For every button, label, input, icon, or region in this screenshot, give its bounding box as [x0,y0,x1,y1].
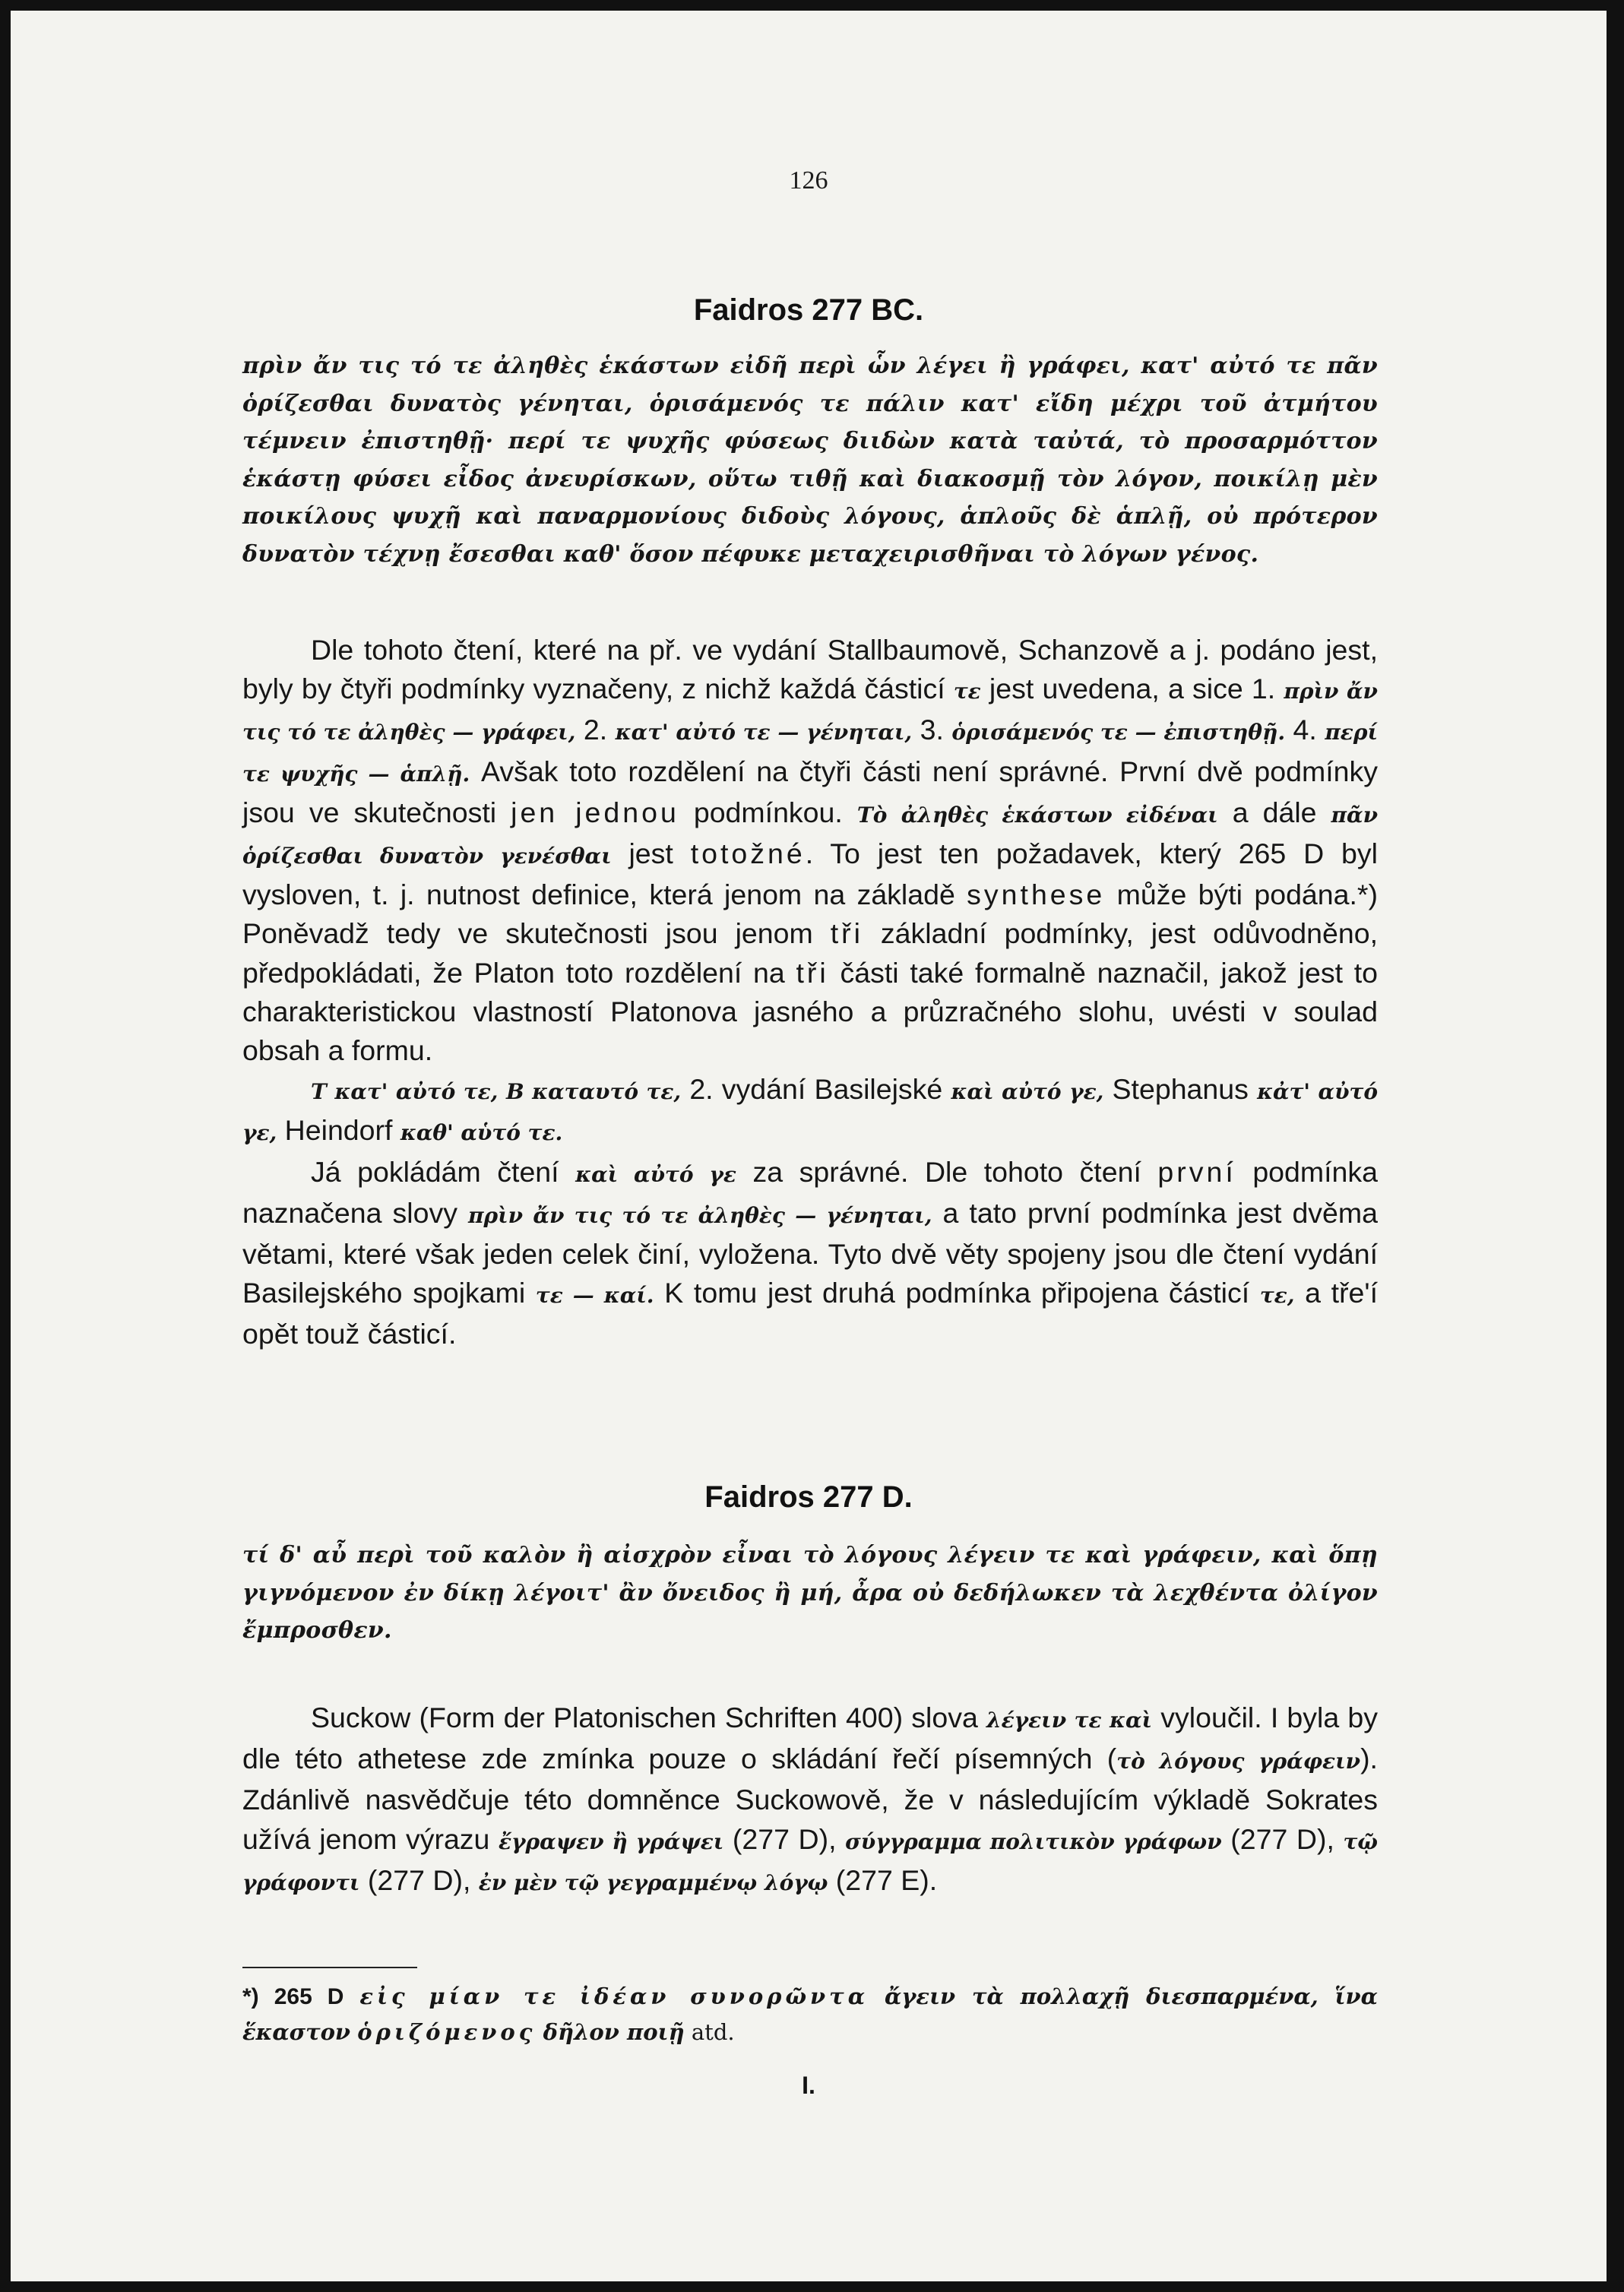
text: Já pokládám čtení [311,1155,576,1188]
paragraph-reading-analysis [242,631,1378,1070]
greek-term: τε [953,679,981,704]
text: . To jest ten požadavek, který 265 D byl vysloven, t. j. nutnost definice, která jenom na základě [242,837,1378,911]
text: atd. [691,2019,735,2045]
text: (277 D), [359,1863,479,1896]
text: K tomu jest druhá podmínka připojena částicí [654,1277,1260,1309]
section-heading-277bc: Faidros 277 BC. [693,293,924,327]
greek-quote-text: πρὶν ἄν τις τό τε ἀληθὲς ἑκάστων εἰδῆ περὶ ὧν λέγει ἢ γράφει, κατ' αὐτό τε πᾶν ὁρίζεσθαι δυνατὸς γένηται, ὁρισάμενός τε πάλιν κατ' εἴδη μέχρι τοῦ ἀτμήτου τέμνειν ἐπιστηθῇ· περί τε ψυχῆς φύσεως διιδὼν κατὰ ταὐτά, τὸ προσαρμόττον ἑκάστῃ φύσει εἶδος ἀνευρίσκων, οὕτω τιθῇ καὶ διακοσμῇ τὸν λόγον, ποικίλῃ μὲν ποικίλους ψυχῇ καὶ παναρμονίους διδοὺς λόγους, ἁπλοῦς δὲ ἁπλῇ, οὐ πρότερον δυνατὸν τέχνῃ ἔσεσθαι καθ' ὅσον πέφυκε μεταχειρισθῆναι τὸ λόγων γένος. [242,353,1378,568]
text: Stephanus [1103,1073,1258,1106]
paragraph-preferred-reading [242,1153,1378,1354]
footnote-label: *) 265 D [242,1984,344,2009]
text: jest uvedena, a sice 1. [980,673,1284,705]
text: (277 E). [828,1863,938,1896]
text: a tře'í opět touž částicí. [242,1277,1378,1350]
text: Avšak toto rozdělení na čtyři části není správné. První dvě podmínky jsou ve skutečnosti [242,755,1379,828]
greek-term: πρὶν ἄν τις τό τε ἀληθὲς — γράφει, [242,679,1378,746]
text: 3. [912,714,952,746]
text: podmínka naznačena slovy [242,1155,1379,1229]
text: části také formalně naznačil, jakož jest to charakteristickou vlastností Platonova jasného a průzračného slohu, uvésti v soulad obsah a formu. [242,956,1378,1067]
spaced-emphasis: tři [796,956,829,989]
text: vyloučil. I byla by dle této athetese zde zmínka pouze o skládání řečí písemných ( [242,1702,1378,1775]
spaced-emphasis: ὁριζόμενος [357,2019,537,2045]
greek-term: ἔγραψεν ἢ γράψει [499,1828,724,1854]
text: Suckow (Form der Platonischen Schriften 400) slova [311,1702,987,1733]
greek-term: τε — καί. [535,1283,654,1309]
document-page [11,11,1607,2281]
text: základní podmínky, jest odůvodněno, předpokládati, že Platon toto rozdělení na [242,917,1378,989]
spaced-emphasis: synthese [967,878,1106,911]
text: a dále [1217,796,1331,828]
text: 2. [575,714,616,746]
footnote [242,1979,1378,2050]
greek-term: Τὸ ἀληθὲς ἑκάστων εἰδέναι [856,802,1218,828]
text: 2. vydání Basilejské [681,1073,951,1106]
greek-term: καθ' αὑτό τε. [400,1120,563,1146]
text: podmínkou. [679,796,857,828]
footnote-divider [242,1967,417,1968]
text: jest [611,837,691,870]
greek-term: κατ' αὐτό τε — γένηται, [615,720,913,746]
text: a tato první podmínka jest dvěma větami, které však jeden celek činí, vyložena. Tyto dvě věty spojeny jsou dle čtení vydání Basilejského spojkami [242,1196,1378,1309]
greek-term: ὁρισάμενός τε — ἐπιστηθῇ. [951,720,1286,746]
greek-term: τῷ γράφοντι [242,1828,1378,1895]
greek-term: περί τε ψυχῆς — ἁπλῇ. [242,720,1378,787]
text: za správné. Dle tohoto čtení [736,1155,1158,1188]
greek-term: πρὶν ἄν τις τό τε ἀληθὲς — γένηται, [467,1202,932,1228]
page-number: 126 [789,166,828,195]
greek-quote-text: τί δ' αὖ περὶ τοῦ καλὸν ἢ αἰσχρὸν εἶναι τὸ λόγους λέγειν τε καὶ γράφειν, καὶ ὅπῃ γιγνόμενον ἐν δίκῃ λέγοιτ' ἂν ὄνειδος ἢ μή, ἆρα οὐ δεδήλωκεν τὰ λεχθέντα ὀλίγον ἔμπροσθεν. [242,1542,1378,1644]
text: může býti podána.*) Poněvadž tedy ve skutečnosti jsou jenom [242,878,1378,950]
spaced-emphasis: první [1157,1155,1236,1188]
commentary-277bc [242,631,1378,1354]
greek-term: ἄγειν τὰ πολλαχῇ διεσπαρμένα, ἵνα ἕκαστον [242,1983,1378,2045]
greek-quote-277d [242,1537,1378,1650]
greek-term: τὸ λόγους γράφειν [1116,1749,1361,1774]
commentary-277d [242,1698,1378,1902]
spaced-emphasis: totožné [690,837,806,870]
sheet-signature: I. [802,2072,815,2099]
greek-term: κἀτ' αὐτό γε, [242,1079,1379,1146]
greek-term: ἐν μὲν τῷ γεγραμμένῳ λόγῳ [478,1869,828,1895]
greek-term: δῆλον ποιῇ [543,2019,685,2045]
greek-term: πᾶν ὁρίζεσθαι δυνατὸν γενέσθαι [242,802,1379,869]
greek-term: σύγγραμμα πολιτικὸν γράφων [845,1828,1222,1854]
text: 4. [1285,714,1325,746]
greek-term: T κατ' αὐτό τε, B καταυτό τε, [311,1079,682,1105]
spaced-emphasis: εἰς μίαν τε ἰδέαν συνορῶντα [359,1983,869,2009]
section-heading-277d: Faidros 277 D. [704,1480,913,1514]
text: (277 D), [1221,1822,1344,1855]
greek-term: λέγειν τε καὶ [986,1708,1153,1733]
greek-quote-277bc [242,347,1378,573]
paragraph-suckow [242,1698,1378,1902]
greek-term: καὶ αὐτό γε, [951,1079,1104,1105]
spaced-emphasis: tři [830,917,863,950]
text: (277 D), [723,1822,846,1855]
paragraph-variant-readings [242,1070,1378,1152]
text: Dle tohoto čtení, které na př. ve vydání Stallbaumově, Schanzově a j. podáno jest, byly by čtyři podmínky vyznačeny, z nichž každá částicí [242,634,1378,705]
greek-term: καὶ αὐτό γε [575,1161,736,1187]
text: Heindorf [277,1114,400,1147]
spaced-emphasis: jen jednou [511,796,679,828]
greek-term: τε, [1259,1283,1295,1309]
text: ). Zdánlivě nasvědčuje této domněnce Suckowově, že v následujícím výkladě Sokrates užívá jenom výrazu [242,1743,1378,1855]
